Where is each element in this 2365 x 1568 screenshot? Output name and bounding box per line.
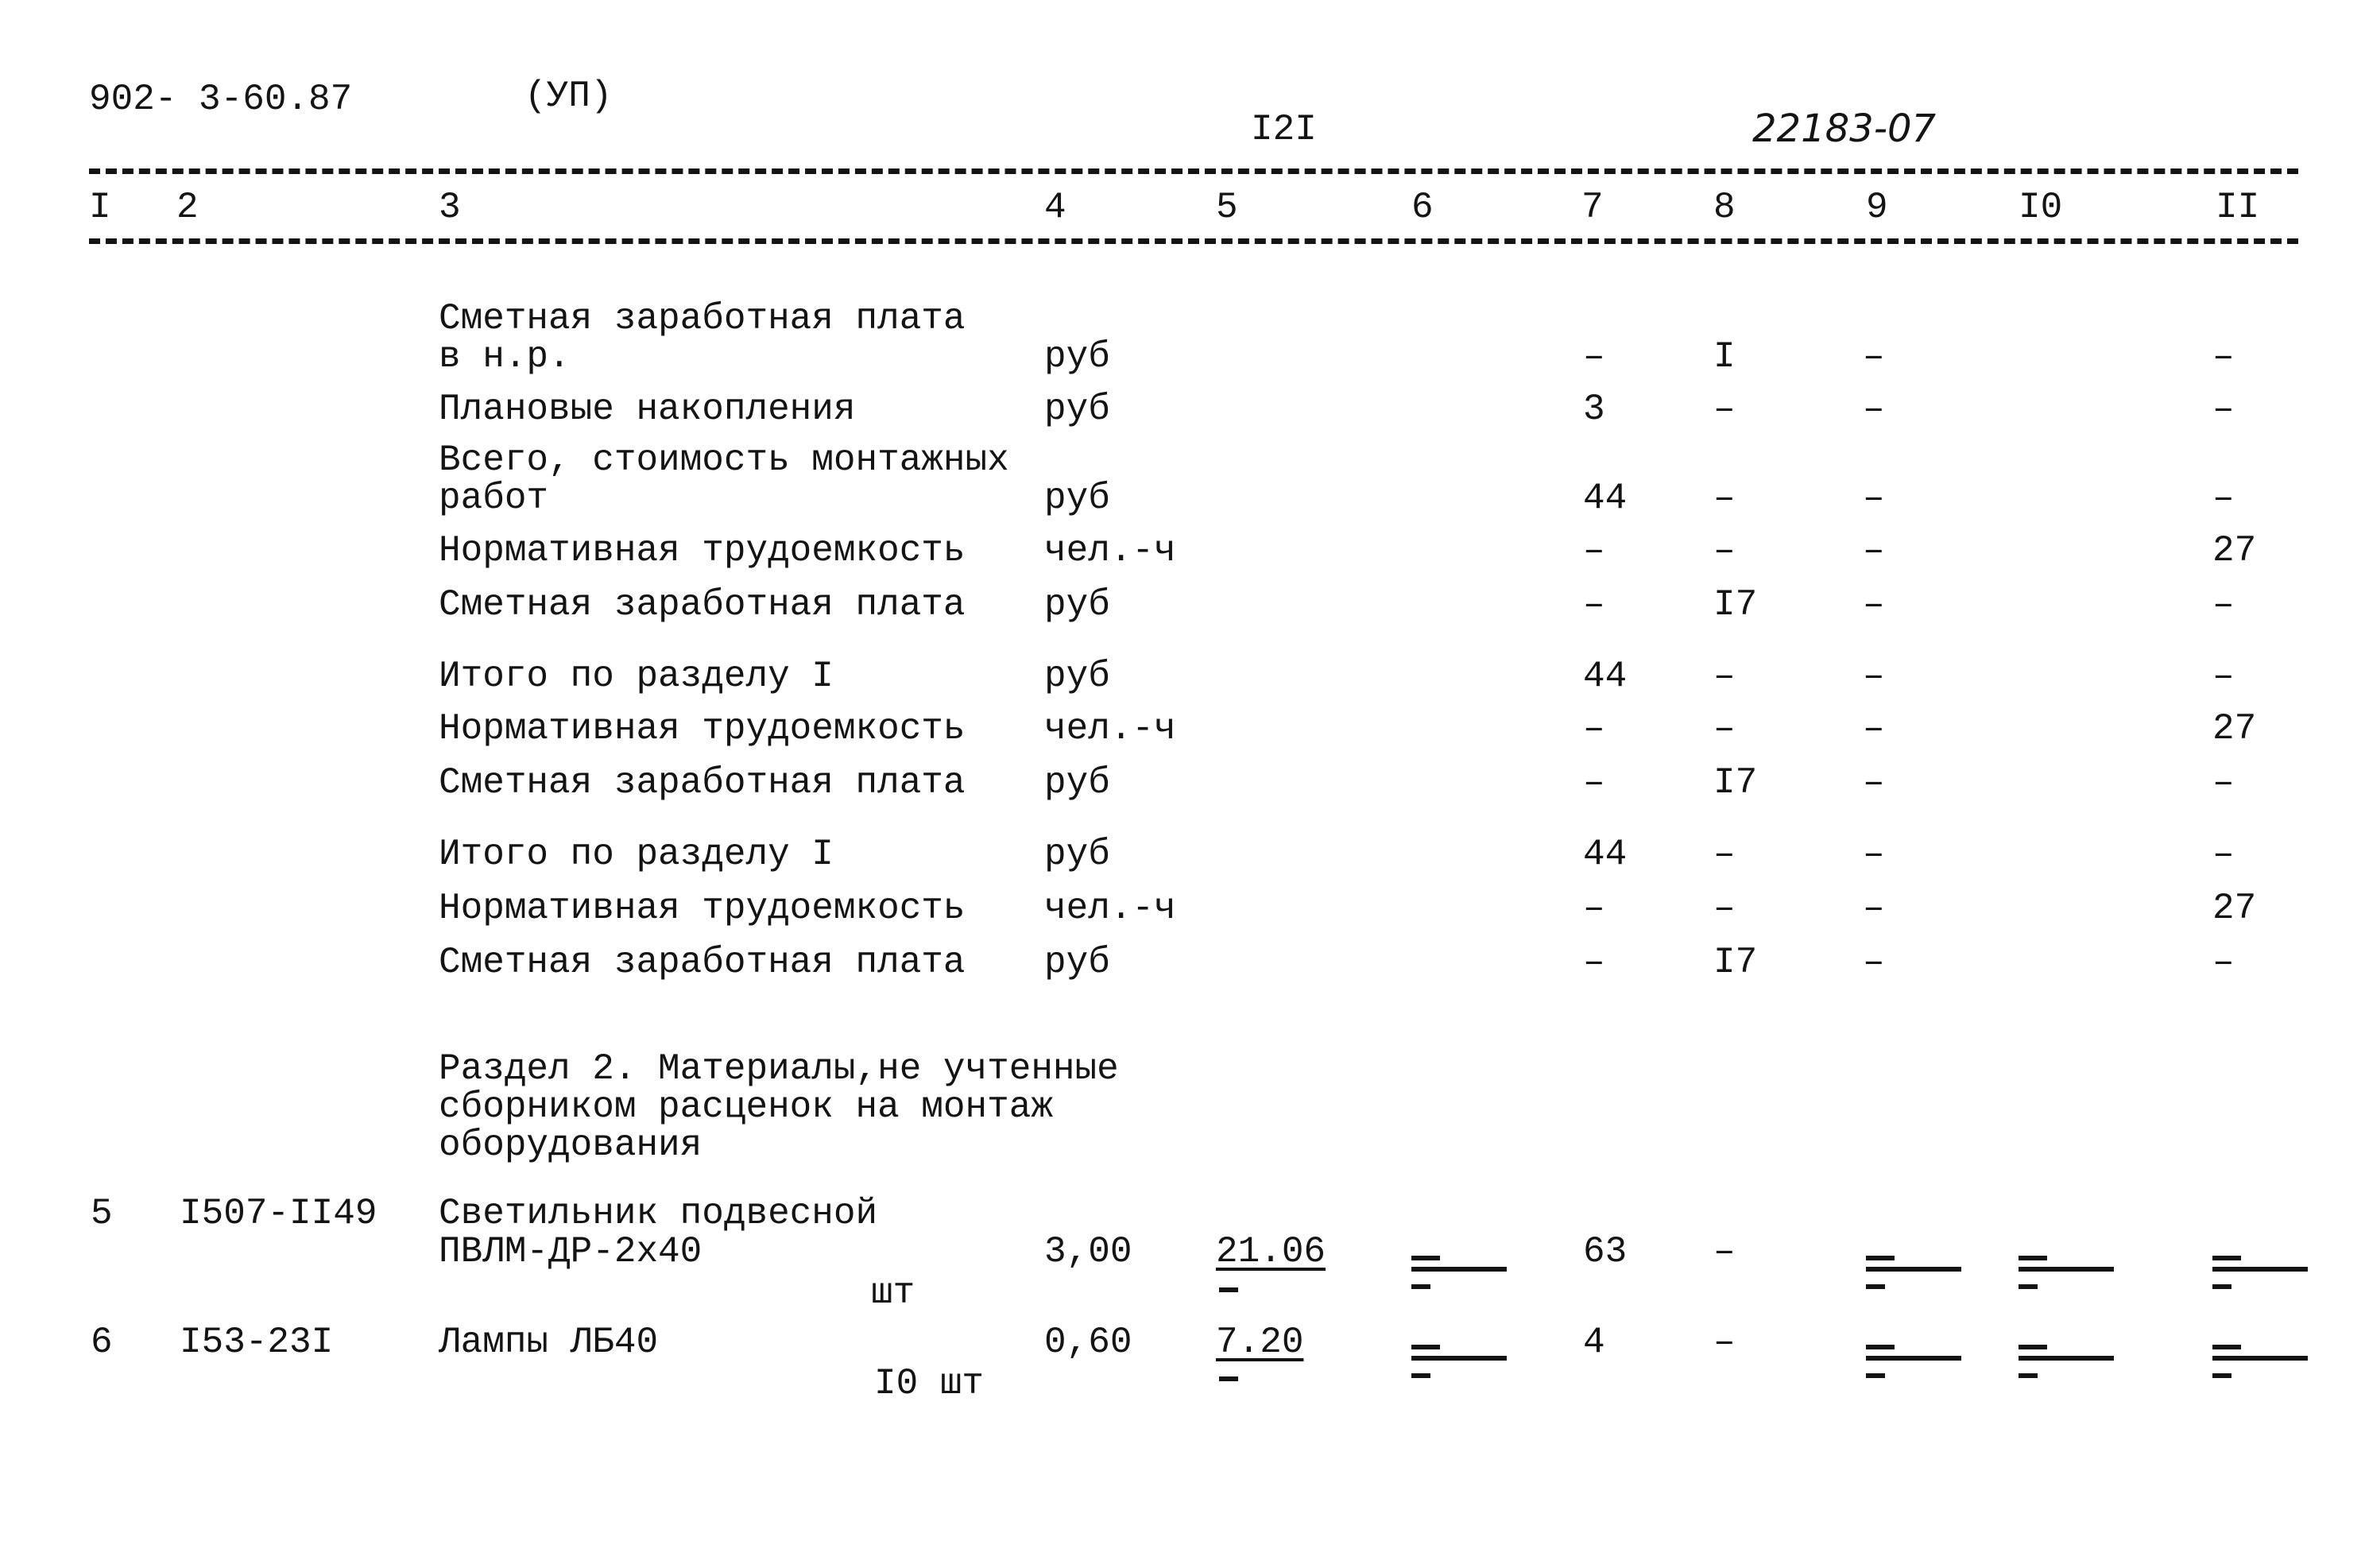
row-label: Нормативная трудоемкость xyxy=(439,708,966,749)
row-unit: руб xyxy=(1044,834,1110,875)
item-price: 21.06 xyxy=(1216,1231,1326,1272)
row-col8: I7 xyxy=(1713,762,1758,803)
column-header-10: I0 xyxy=(2019,187,2063,228)
row-col11: – xyxy=(2212,336,2235,377)
row-col8: I7 xyxy=(1713,584,1758,625)
row-label-cont: в н.р. xyxy=(439,336,571,377)
row-col11: 27 xyxy=(2212,530,2257,571)
item-quantity: 0,60 xyxy=(1044,1322,1132,1363)
row-unit: чел.-ч xyxy=(1044,708,1176,749)
handwritten-number: 22183-07 xyxy=(1752,106,1937,151)
item-price: 7.20 xyxy=(1216,1322,1304,1363)
row-col8: – xyxy=(1713,478,1736,519)
row-col7: – xyxy=(1583,530,1605,571)
row-col8: – xyxy=(1713,834,1736,875)
row-unit: руб xyxy=(1044,336,1110,377)
item-name-cont: ПВЛМ-ДР-2х40 xyxy=(439,1231,703,1272)
item-quantity: 3,00 xyxy=(1044,1231,1132,1272)
row-col7: – xyxy=(1583,708,1605,749)
item-unit: I0 шт xyxy=(874,1363,985,1404)
row-col11: – xyxy=(2212,942,2235,983)
section-heading-line: Раздел 2. Материалы,не учтенные xyxy=(439,1048,1119,1090)
row-unit: руб xyxy=(1044,478,1110,519)
row-unit: руб xyxy=(1044,762,1110,803)
blank-mark-col9 xyxy=(1866,1338,1961,1386)
column-header-8: 8 xyxy=(1713,187,1736,228)
item-code: I53-23I xyxy=(180,1322,334,1363)
row-label: Плановые накопления xyxy=(439,389,856,430)
row-col9: – xyxy=(1863,888,1885,929)
header-bottom-rule xyxy=(89,238,2298,244)
row-col11: – xyxy=(2212,584,2235,625)
row-col7: 3 xyxy=(1583,389,1605,430)
row-col8: – xyxy=(1713,1231,1736,1272)
column-header-4: 4 xyxy=(1044,187,1066,228)
row-label: Всего, стоимость монтажных xyxy=(439,439,1009,481)
price-tick xyxy=(1219,1376,1238,1381)
row-col7: 44 xyxy=(1583,478,1628,519)
row-col11: – xyxy=(2212,834,2235,875)
row-col9: – xyxy=(1863,762,1885,803)
row-col8: I7 xyxy=(1713,942,1758,983)
row-col9: – xyxy=(1863,656,1885,697)
document-code: 902- 3-60.87 xyxy=(89,79,353,120)
column-header-7: 7 xyxy=(1581,187,1604,228)
section-heading-line: сборником расценок на монтаж xyxy=(439,1086,1053,1128)
row-col11: – xyxy=(2212,389,2235,430)
column-header-5: 5 xyxy=(1216,187,1238,228)
row-label: Итого по разделу I xyxy=(439,834,834,875)
item-number: 5 xyxy=(91,1193,113,1234)
page-number: I2I xyxy=(1251,109,1317,150)
column-header-2: 2 xyxy=(176,187,199,228)
row-col7: 44 xyxy=(1583,834,1628,875)
column-header-1: I xyxy=(89,187,111,228)
row-col9: – xyxy=(1863,389,1885,430)
row-unit: чел.-ч xyxy=(1044,530,1176,571)
item-number: 6 xyxy=(91,1322,113,1363)
blank-mark-col10 xyxy=(2019,1249,2114,1297)
blank-mark-col10 xyxy=(2019,1338,2114,1386)
row-label: Сметная заработная плата xyxy=(439,584,966,625)
row-label: Сметная заработная плата xyxy=(439,298,966,339)
column-header-11: II xyxy=(2216,187,2260,228)
row-col7: 63 xyxy=(1583,1231,1628,1272)
row-label: Сметная заработная плата xyxy=(439,762,966,803)
row-label: Нормативная трудоемкость xyxy=(439,888,966,929)
row-col7: – xyxy=(1583,336,1605,377)
column-header-3: 3 xyxy=(439,187,461,228)
row-unit: руб xyxy=(1044,584,1110,625)
row-col8: – xyxy=(1713,888,1736,929)
item-unit: шт xyxy=(871,1272,915,1314)
blank-mark-col6 xyxy=(1411,1338,1507,1386)
row-col11: – xyxy=(2212,762,2235,803)
row-label-cont: работ xyxy=(439,478,549,519)
row-col9: – xyxy=(1863,834,1885,875)
row-col9: – xyxy=(1863,708,1885,749)
row-col8: I xyxy=(1713,336,1736,377)
item-code: I507-II49 xyxy=(180,1193,377,1234)
row-col7: 4 xyxy=(1583,1322,1605,1363)
row-unit: руб xyxy=(1044,389,1110,430)
column-header-6: 6 xyxy=(1411,187,1434,228)
header-top-rule xyxy=(89,168,2298,174)
item-name: Светильник подвесной xyxy=(439,1193,878,1234)
row-col8: – xyxy=(1713,656,1736,697)
row-col9: – xyxy=(1863,530,1885,571)
row-col11: 27 xyxy=(2212,708,2257,749)
row-col8: – xyxy=(1713,708,1736,749)
row-col7: – xyxy=(1583,942,1605,983)
row-col7: 44 xyxy=(1583,656,1628,697)
row-label: Нормативная трудоемкость xyxy=(439,530,966,571)
section-heading-line: оборудования xyxy=(439,1125,703,1166)
row-col9: – xyxy=(1863,584,1885,625)
row-col7: – xyxy=(1583,584,1605,625)
row-col7: – xyxy=(1583,762,1605,803)
row-col8: – xyxy=(1713,389,1736,430)
row-col8: – xyxy=(1713,530,1736,571)
row-unit: чел.-ч xyxy=(1044,888,1176,929)
row-col9: – xyxy=(1863,336,1885,377)
row-col9: – xyxy=(1863,942,1885,983)
item-name: Лампы ЛБ40 xyxy=(439,1322,659,1363)
row-col9: – xyxy=(1863,478,1885,519)
column-header-9: 9 xyxy=(1866,187,1888,228)
document-mark: (УП) xyxy=(524,75,613,117)
price-tick xyxy=(1219,1287,1238,1292)
blank-mark-col11 xyxy=(2212,1338,2308,1386)
row-unit: руб xyxy=(1044,942,1110,983)
blank-mark-col6 xyxy=(1411,1249,1507,1297)
row-col11: – xyxy=(2212,656,2235,697)
row-unit: руб xyxy=(1044,656,1110,697)
row-col11: – xyxy=(2212,478,2235,519)
row-col11: 27 xyxy=(2212,888,2257,929)
row-col7: – xyxy=(1583,888,1605,929)
blank-mark-col9 xyxy=(1866,1249,1961,1297)
blank-mark-col11 xyxy=(2212,1249,2308,1297)
row-col8: – xyxy=(1713,1322,1736,1363)
row-label: Сметная заработная плата xyxy=(439,942,966,983)
row-label: Итого по разделу I xyxy=(439,656,834,697)
